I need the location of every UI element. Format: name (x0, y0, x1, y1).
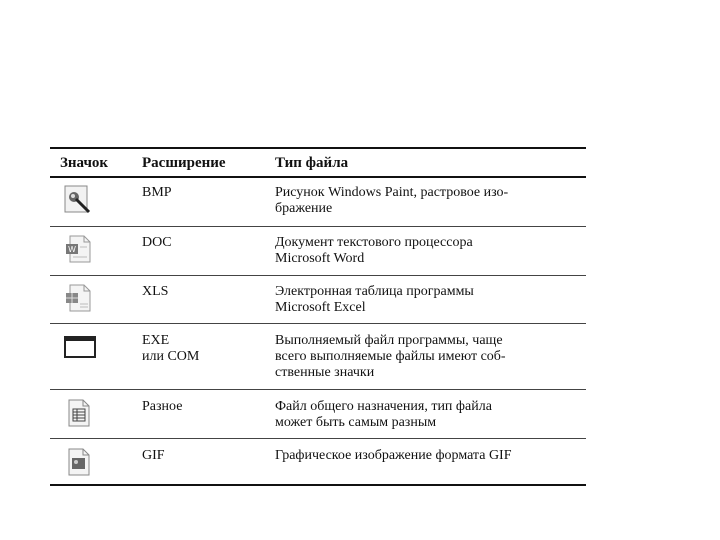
application-window-icon (62, 331, 98, 363)
row-extension: GIF (142, 448, 165, 463)
row-description: Электронная таблица программы Microsoft Excel (275, 284, 474, 315)
row-extension: EXE или COM (142, 333, 200, 364)
paint-brush-icon (62, 183, 94, 215)
image-file-icon (62, 446, 94, 478)
row-divider (50, 438, 586, 439)
row-description: Рисунок Windows Paint, растровое изо- бражение (275, 185, 509, 216)
header-file-type: Тип файла (275, 155, 349, 171)
row-extension: BMP (142, 185, 172, 200)
word-document-icon (62, 233, 94, 265)
header-extension: Расширение (142, 155, 226, 171)
row-extension: DOC (142, 235, 172, 250)
generic-file-icon (62, 397, 94, 429)
row-extension: XLS (142, 284, 169, 299)
svg-text:W: W (68, 245, 76, 254)
header-bottom-rule (50, 176, 586, 178)
row-description: Графическое изображение формата GIF (275, 448, 512, 463)
header-icon: Значок (60, 155, 109, 171)
table-bottom-rule (50, 484, 586, 486)
row-description: Выполняемый файл программы, чаще всего выполняемые файлы имеют соб- ственные значки (275, 333, 506, 380)
row-divider (50, 323, 586, 324)
excel-spreadsheet-icon (62, 282, 94, 314)
row-divider (50, 275, 586, 276)
row-extension: Разное (142, 399, 183, 414)
table-top-rule (50, 147, 586, 149)
row-divider (50, 389, 586, 390)
row-divider (50, 226, 586, 227)
row-description: Документ текстового процессора Microsoft Word (275, 235, 473, 266)
row-description: Файл общего назначения, тип файла может быть самым разным (275, 399, 492, 430)
